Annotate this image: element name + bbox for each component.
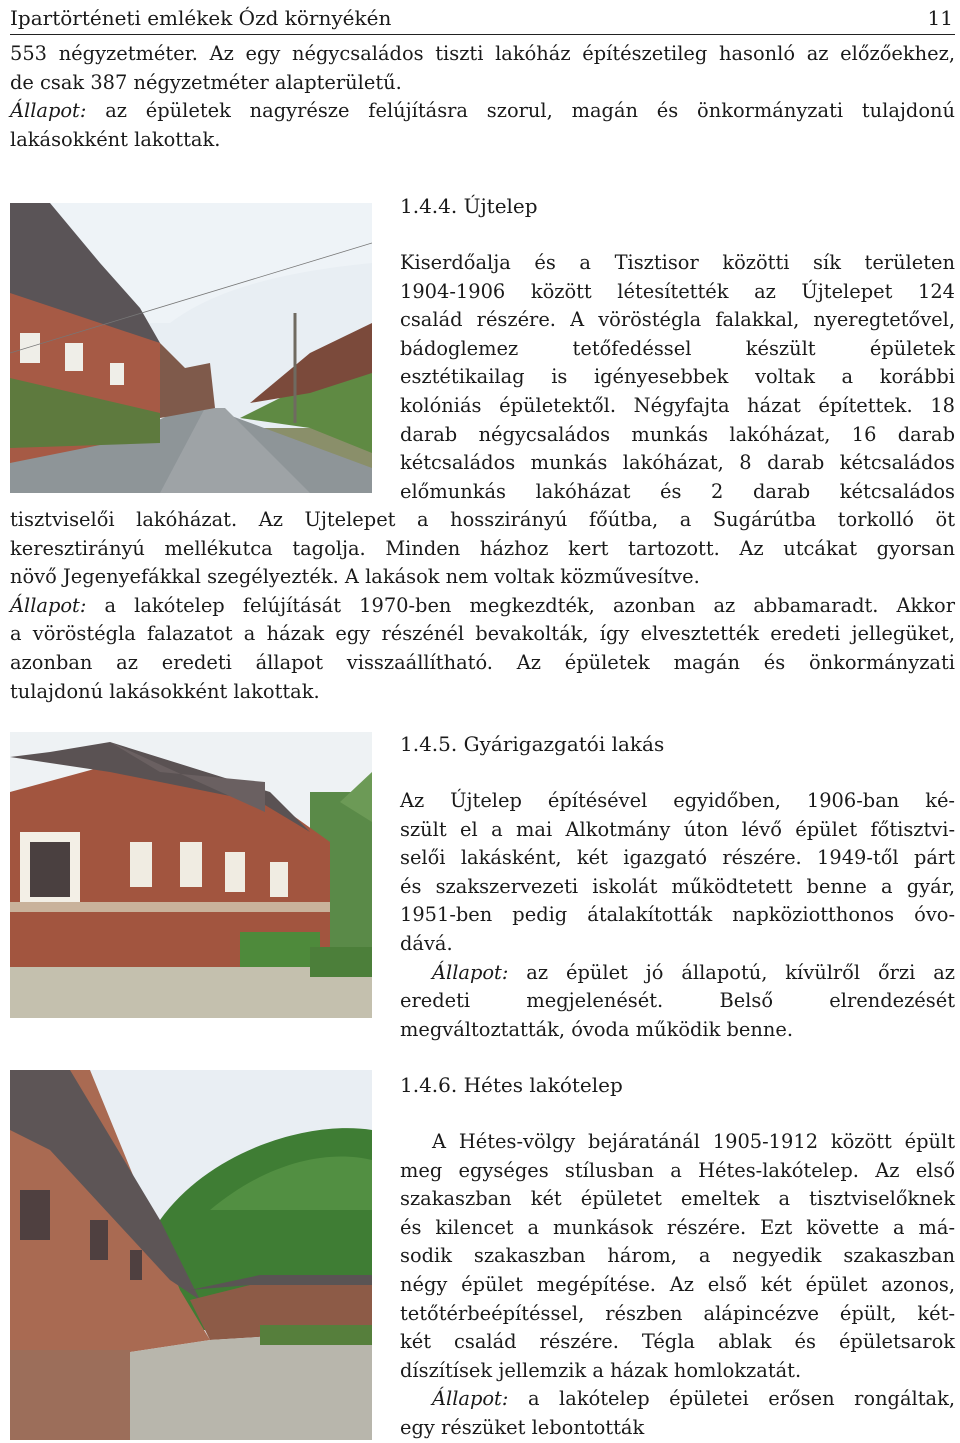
text-line: meg egységes stílusban a Hétes-lakótelep. Az első: [400, 1158, 955, 1182]
text-line: lakásokként lakottak.: [10, 127, 221, 151]
status-label: Állapot:: [10, 99, 87, 123]
section-gyarigazgatoi-text: [400, 787, 955, 1044]
status-text: az épületek nagyrésze felújításra szorul, magán és önkormányzati tulajdonú: [86, 99, 955, 123]
text-line: Kiserdőalja és a Tisztisor közötti sík területen: [400, 251, 955, 274]
text-line: tetőtérbeépítéssel, részben alápincézve épült, két-: [400, 1301, 955, 1325]
text-line: szakaszban két épületet emeltek a tisztviselőknek: [400, 1187, 955, 1211]
text-line: előmunkás lakóházat és 2 darab kétcsaládos: [400, 479, 955, 503]
status-label: Állapot:: [10, 593, 87, 617]
text-line: tulajdonú lakásokként lakottak.: [10, 679, 320, 703]
text-line: [10, 592, 955, 621]
text-line: szült el a mai Alkotmány úton lévő épület főtisztvi-: [400, 817, 955, 841]
status-text: a lakótelep épületei erősen rongáltak,: [508, 1387, 955, 1411]
text-line: dává.: [400, 931, 453, 955]
status-text: az épület jó állapotú, kívülről őrzi az: [508, 960, 955, 984]
text-line: de csak 387 négyzetméter alapterületű.: [10, 70, 402, 94]
text-line: tisztviselői lakóházat. Az Ujtelepet a hosszirányú főútba, a Sugárútba torkolló öt: [10, 508, 955, 531]
text-line: selői lakásként, két igazgató részére. 1949-től párt: [400, 846, 955, 870]
photo-director-house: [10, 732, 372, 1018]
section-ujtelep-text-full: [10, 506, 955, 706]
text-line: egy részüket lebontották: [400, 1415, 645, 1439]
intro-paragraph: [10, 40, 955, 154]
text-line: díszítísek jellemzik a házak homlokzatát.: [400, 1358, 802, 1382]
text-line: azonban az eredeti állapot visszaállítható. Az épületek magán és önkormányzati: [10, 650, 955, 674]
section-heading-ujtelep: 1.4.4. Újtelep: [400, 194, 538, 218]
page-number: 11: [927, 6, 953, 30]
text-line: esztétikailag is igényesebbek voltak a korábbi: [400, 365, 955, 389]
running-title: Ipartörténeti emlékek Ózd környékén: [10, 6, 392, 30]
text-line: négy épület megépítése. Az első két épület azonos,: [400, 1272, 955, 1296]
status-text: a lakótelep felújítását 1970-ben megkezdték, azonban az abbamaradt. Akkor: [86, 593, 955, 617]
text-line: darab négycsaládos munkás lakóházat, 16 darab: [400, 422, 955, 446]
text-line: [400, 1385, 955, 1414]
text-line: Az Újtelep építésével egyidőben, 1906-ban ké-: [400, 789, 955, 812]
text-line: kolóniás épületektől. Négyfajta házat építettek. 18: [400, 393, 955, 417]
text-line: bádoglemez tetőfedéssel készült épületek: [400, 336, 955, 360]
text-line: és kilencet a munkások részére. Ezt követte a má-: [400, 1215, 955, 1239]
text-line: a vöröstégla falazatot a házak egy részénél bevakolták, így elvesztették eredeti jellegüket,: [10, 622, 955, 646]
text-line: 1904-1906 között létesítették az Újtelepet 124: [400, 279, 955, 303]
text-line: eredeti megjelenését. Belső elrendezését: [400, 989, 955, 1013]
text-line: két család részére. Tégla ablak és épületsarok: [400, 1330, 955, 1354]
photo-hetes-settlement: [10, 1070, 372, 1440]
section-heading-hetes: 1.4.6. Hétes lakótelep: [400, 1073, 623, 1097]
section-hetes-text: [400, 1128, 955, 1443]
text-line: megváltoztatták, óvoda működik benne.: [400, 1017, 794, 1041]
status-label: Állapot:: [432, 960, 509, 984]
text-line: [10, 97, 955, 126]
text-line: növő Jegenyefákkal szegélyezték. A lakások nem voltak közművesítve.: [10, 565, 700, 589]
photo-ujtelep-street: [10, 203, 372, 493]
text-line: keresztirányú mellékutca tagolja. Minden házhoz kert tartozott. Az utcákat gyorsan: [10, 536, 955, 560]
text-line: kétcsaládos munkás lakóházat, 8 darab kétcsaládos: [400, 451, 955, 475]
text-line: [400, 959, 955, 988]
section-ujtelep-text-right: [400, 249, 955, 506]
text-line: család részére. A vöröstégla falakkal, nyeregtetővel,: [400, 308, 955, 332]
running-header: [10, 2, 955, 35]
text-line: és szakszervezeti iskolát működtetett benne a gyár,: [400, 874, 955, 898]
section-heading-gyarigazgatoi: 1.4.5. Gyárigazgatói lakás: [400, 732, 665, 756]
text-line: sodik szakaszban három, a negyedik szakaszban: [400, 1244, 955, 1268]
text-line: 553 négyzetméter. Az egy négycsaládos tiszti lakóház építészetileg hasonló az előzőekhez,: [10, 42, 955, 65]
text-line: A Hétes-völgy bejáratánál 1905-1912 között épült: [432, 1130, 955, 1153]
status-label: Állapot:: [432, 1387, 509, 1411]
text-line: 1951-ben pedig átalakították napköziotthonos óvo-: [400, 903, 955, 927]
